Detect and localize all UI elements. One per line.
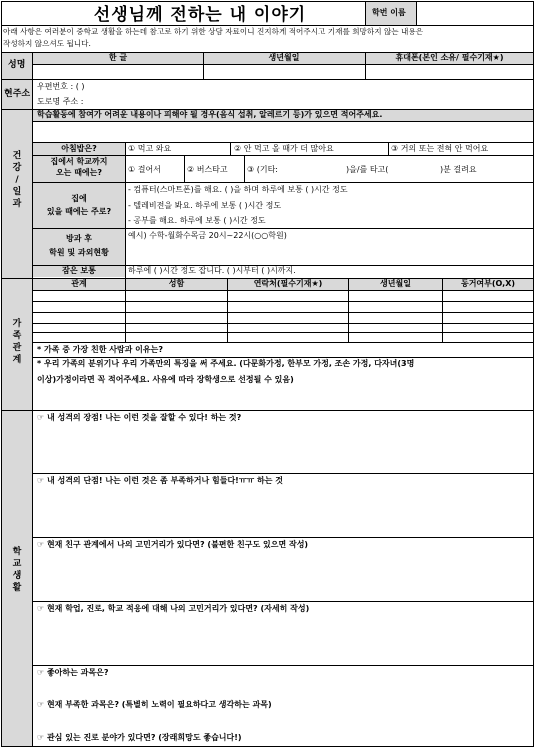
home-option-tv[interactable]: - 텔레비전을 봐요. 하루에 보통 ( )시간 정도 (128, 201, 282, 210)
after-school-example: 예시) 수학-월화수목금 20시~22시(○○학원) (128, 231, 287, 240)
after-school-label-1: 방과 후 (66, 234, 92, 243)
family-table-row[interactable] (33, 302, 533, 312)
family-header-relation: 관계 (71, 279, 87, 288)
personality-weakness-answer[interactable] (33, 488, 533, 536)
birth-header: 생년월일 (268, 53, 300, 62)
school-side-label: 학 교 생 활 (12, 547, 22, 593)
commute-option-2[interactable]: ② 버스타고 (187, 165, 228, 174)
intro-line-1: 아래 사항은 여러분이 중학교 생활을 하는데 참고로 하기 위한 상담 자료이니 진지하게 적어주시고 기재를 희망하지 않는 내용은 (3, 27, 424, 36)
breakfast-option-3[interactable]: ③ 거의 또는 전혀 안 먹어요 (391, 144, 489, 153)
family-header-name: 성함 (168, 279, 185, 288)
home-option-study[interactable]: - 공부를 해요. 하루에 보통 ( )시간 정도 (128, 216, 266, 225)
family-header-birth: 생년월일 (380, 279, 411, 288)
breakfast-option-2[interactable]: ② 안 먹고 올 때가 더 많아요 (234, 144, 334, 153)
commute-option-3-vehicle[interactable]: )을/를 타고( (346, 165, 389, 174)
activity-answer[interactable] (33, 122, 533, 142)
student-id-label: 학번 이름 (372, 8, 406, 17)
postal-code-field[interactable]: 우편번호 : ( ) (37, 82, 85, 91)
name-field[interactable] (33, 65, 203, 78)
favorite-subject-answer[interactable] (140, 667, 533, 687)
closest-family-question: * 가족 중 가장 친한 사람과 이유는? (37, 345, 163, 354)
intro-line-2: 작성하지 않으셔도 됩니다. (3, 39, 91, 48)
commute-option-3[interactable]: ③ (기타: (247, 165, 278, 174)
family-header-cohabit: 동거여부(O,X) (460, 279, 516, 288)
home-option-computer[interactable]: - 컴퓨터(스마트폰)를 해요. ( )을 하며 하루에 보통 ( )시간 정도 (128, 185, 348, 194)
student-id-field[interactable] (417, 2, 533, 25)
family-header-contact: 연락처(필수기재★) (253, 279, 323, 288)
weak-subject-question: ☞ 현재 부족한 과목은? (특별히 노력이 필요하다고 생각하는 과목) (37, 700, 272, 709)
personality-weakness-question: ☞ 내 성격의 단점! 나는 이런 것은 좀 부족하거나 힘들다!ㅠㅠ 하는 것 (37, 476, 284, 485)
family-table-row[interactable] (33, 324, 533, 332)
health-side-label: 건 강 / 일 과 (12, 151, 22, 209)
commute-label-2: 오는 때에는? (55, 168, 103, 177)
study-career-concern-answer[interactable] (33, 616, 533, 664)
hangul-header: 한 글 (108, 53, 128, 62)
family-feature-answer[interactable] (33, 388, 533, 409)
phone-field[interactable] (366, 65, 533, 78)
weak-subject-answer[interactable] (33, 712, 533, 730)
breakfast-option-1[interactable]: ① 먹고 와요 (128, 144, 172, 153)
family-feature-question-2: 이상)가정이라면 꼭 적어주세요. 사유에 따라 장학생으로 선정될 수 있음) (37, 375, 294, 384)
family-table-row[interactable] (33, 333, 533, 342)
closest-family-answer[interactable] (220, 344, 533, 356)
breakfast-label: 아침밥은? (61, 144, 97, 153)
after-school-field[interactable] (126, 242, 533, 264)
family-side-label: 가 족 관 계 (12, 319, 22, 365)
commute-option-3-minutes[interactable]: )분 걸려요 (440, 165, 477, 174)
sleep-label: 잠은 보통 (62, 266, 96, 275)
friendship-concern-question: ☞ 현재 친구 관계에서 나의 고민거리가 있다면? (불편한 친구도 있으면 작성) (37, 540, 309, 549)
activity-question: 학습활동에 참여가 어려운 내용이나 피해야 될 경우(음식 섭취, 알레르기 등)가 있으면 적어주세요. (37, 110, 383, 119)
after-school-label-2: 학원 및 과외현황 (49, 248, 109, 257)
personality-strength-answer[interactable] (33, 425, 533, 472)
commute-option-1[interactable]: ① 걸어서 (128, 165, 161, 174)
address-label: 현주소 (4, 89, 31, 99)
family-table-row[interactable] (33, 291, 533, 301)
phone-header: 휴대폰(본인 소유/ 필수기재★) (395, 53, 504, 62)
page-title: 선생님께 전하는 내 이야기 (93, 5, 307, 25)
study-career-concern-question: ☞ 현재 학업, 진로, 학교 적응에 대해 나의 고민거리가 있다면? (자세히 작성) (37, 604, 310, 613)
name-label: 성명 (8, 60, 26, 70)
friendship-concern-answer[interactable] (33, 552, 533, 600)
commute-label-1: 집에서 학교까지 (50, 157, 108, 166)
career-interest-question: ☞ 관심 있는 진로 분야가 있다면? (장래희망도 좋습니다!) (37, 733, 242, 742)
home-label-2: 있을 때에는 주로? (46, 207, 112, 216)
personality-strength-question: ☞ 내 성격의 장점! 나는 이런 것을 잘할 수 있다! 하는 것? (37, 413, 242, 422)
family-table-row[interactable] (33, 313, 533, 323)
sleep-field[interactable]: 하루에 ( )시간 정도 잡니다. ( )시부터 ( )시까지. (128, 266, 296, 275)
road-address-field[interactable]: 도로명 주소 : (37, 97, 84, 106)
family-feature-question-1: * 우리 가족의 분위기나 우리 가족만의 특징을 써 주세요. (다문화가정, 한부모 가정, 조손 가정, 다자녀(3명 (37, 359, 415, 368)
home-label-1: 집에 (71, 194, 87, 203)
favorite-subject-question: ☞ 좋아하는 과목은? (37, 668, 109, 677)
birth-field[interactable] (204, 65, 365, 78)
